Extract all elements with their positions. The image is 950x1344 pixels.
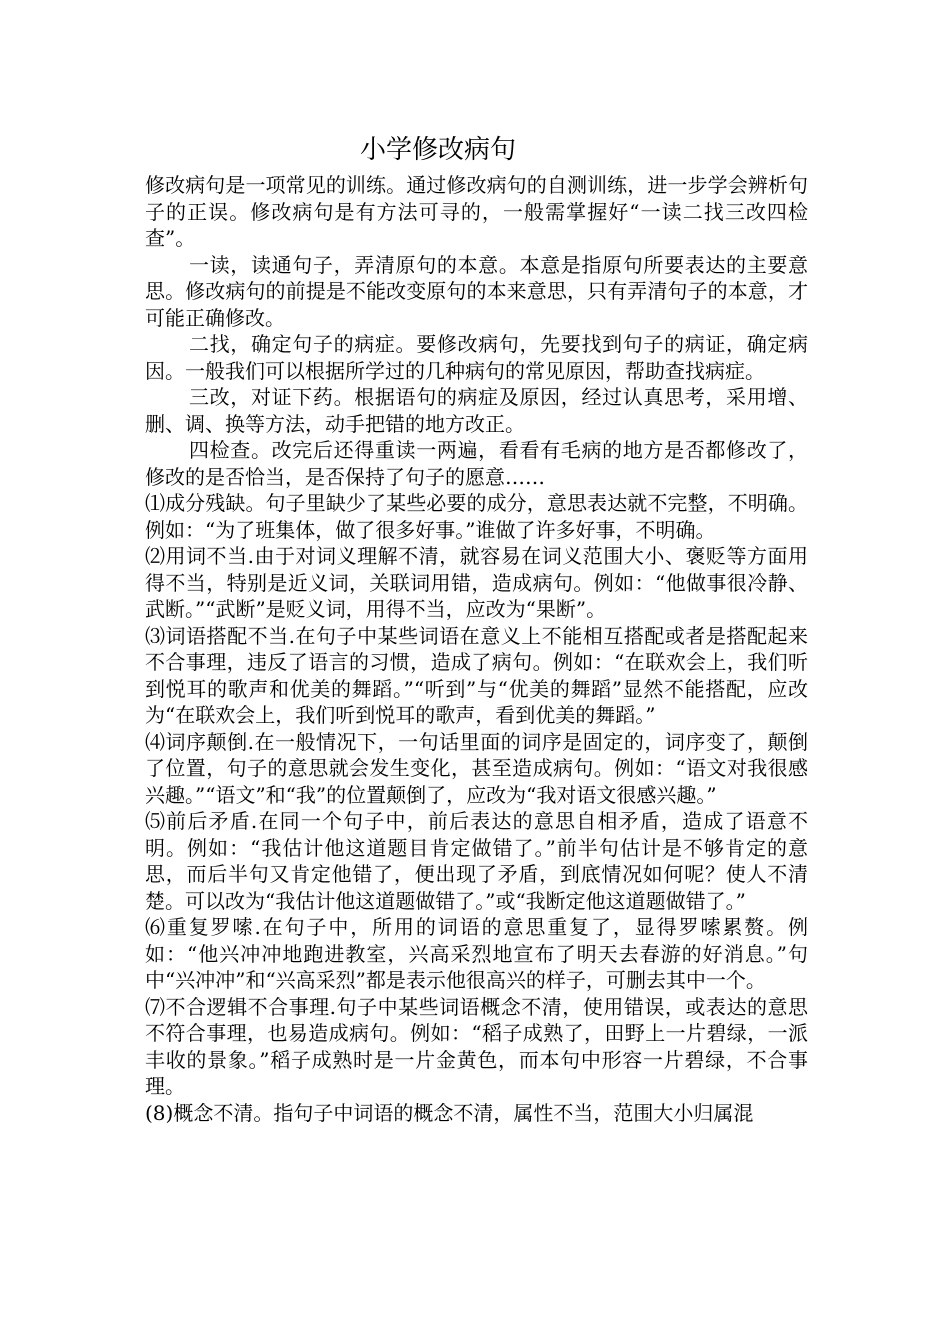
- error-type-4: ⑷词序颠倒.在一般情况下，一句话里面的词序是固定的，词序变了，颠倒了位置，句子的意思就会发生变化，甚至造成病句。例如：“语文对我很感兴趣。”“语文”和“我”的位置颠倒了，应改为“我对语文很感兴趣。”: [145, 729, 808, 807]
- document-body: [145, 172, 808, 1126]
- error-type-3: ⑶词语搭配不当.在句子中某些词语在意义上不能相互搭配或者是搭配起来不合事理，违反了语言的习惯，造成了病句。例如：“在联欢会上，我们听到悦耳的歌声和优美的舞蹈。”“听到”与“优美的舞蹈”显然不能搭配，应改为“在联欢会上，我们听到悦耳的歌声，看到优美的舞蹈。”: [145, 623, 808, 727]
- error-type-5: ⑸前后矛盾.在同一个句子中，前后表达的意思自相矛盾，造成了语意不明。例如：“我估计他这道题目肯定做错了。”前半句估计是不够肯定的意思，而后半句又肯定他错了，便出现了矛盾，到底情况如何呢？使人不清楚。可以改为“我估计他这道题做错了。”或“我断定他这道题做错了。”: [145, 809, 808, 913]
- error-type-7: ⑺不合逻辑不合事理.句子中某些词语概念不清，使用错误，或表达的意思不符合事理，也易造成病句。例如：“稻子成熟了，田野上一片碧绿，一派丰收的景象。”稻子成熟时是一片金黄色，而本句中形容一片碧绿，不合事理。: [145, 994, 808, 1098]
- error-type-8: (8)概念不清。指句子中词语的概念不清，属性不当，范围大小归属混: [145, 1100, 754, 1125]
- step-read-paragraph: 一读，读通句子，弄清原句的本意。本意是指原句所要表达的主要意思。修改病句的前提是不能改变原句的本来意思，只有弄清句子的本意，才可能正确修改。: [145, 252, 808, 330]
- page-title: 小学修改病句: [359, 135, 516, 165]
- error-type-6: ⑹重复罗嗦.在句子中，所用的词语的意思重复了，显得罗嗦累赘。例如：“他兴冲冲地跑进教室，兴高采烈地宣布了明天去春游的好消息。”句中“兴冲冲”和“兴高采烈”都是表示他很高兴的样子，可删去其中一个。: [145, 915, 808, 992]
- error-type-1: ⑴成分残缺。句子里缺少了某些必要的成分，意思表达就不完整，不明确。例如：“为了班集体，做了很多好事。”谁做了许多好事，不明确。: [145, 491, 808, 542]
- step-find-paragraph: 二找，确定句子的病症。要修改病句，先要找到句子的病证，确定病因。一般我们可以根据所学过的几种病句的常见原因，帮助查找病症。: [145, 332, 808, 383]
- error-type-2: ⑵用词不当.由于对词义理解不清，就容易在词义范围大小、褒贬等方面用得不当，特别是近义词，关联词用错，造成病句。例如：“他做事很冷静、武断。”“武断”是贬义词，用得不当，应改为“果断”。: [145, 544, 808, 621]
- step-fix-paragraph: 三改，对证下药。根据语句的病症及原因，经过认真思考，采用增、删、调、换等方法，动手把错的地方改正。: [145, 385, 808, 436]
- intro-paragraph: 修改病句是一项常见的训练。通过修改病句的自测训练，进一步学会辨析句子的正误。修改病句是有方法可寻的，一般需掌握好“一读二找三改四检查”。: [145, 173, 808, 250]
- step-check-paragraph: 四检查。改完后还得重读一两遍，看看有毛病的地方是否都修改了，修改的是否恰当，是否保持了句子的愿意……: [145, 438, 808, 489]
